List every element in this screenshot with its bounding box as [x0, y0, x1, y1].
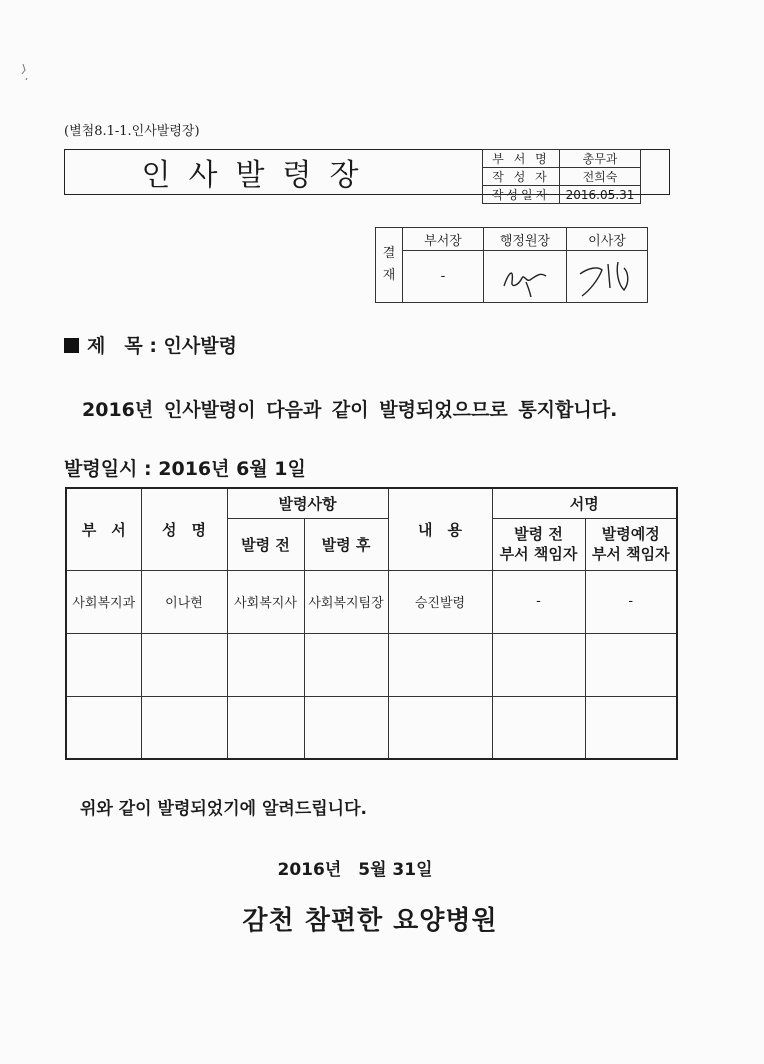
organization-name: 감천 참편한 요양병원 [242, 906, 498, 936]
approval-side-label [376, 228, 403, 303]
annex-label: (별첨8.1-1.인사발령장) [64, 124, 200, 139]
meta-key: 작성일자 [483, 186, 560, 204]
row-content: 승진발령 [388, 570, 492, 633]
approval-header-chairman: 이사장 [567, 228, 648, 251]
row-dept: 사회복지과 [66, 570, 141, 633]
square-bullet-icon [64, 338, 79, 353]
approval-label-1: 결 [382, 246, 396, 261]
meta-value: 2016.05.31 [560, 186, 641, 204]
meta-value: 전희숙 [560, 168, 641, 186]
row-before: 사회복지사 [227, 570, 304, 633]
notice-text: 2016년 인사발령이 다음과 같이 발령되었으므로 통지합니다. [82, 399, 618, 421]
row-name: 이나현 [141, 570, 227, 633]
personnel-order-table [65, 487, 678, 760]
closing-text: 위와 같이 발령되었기에 알려드립니다. [80, 799, 367, 819]
effective-date-label: 발령일시 [64, 458, 138, 480]
row-after: 사회복지팀장 [304, 570, 388, 633]
approval-table [375, 227, 648, 303]
col-header-content: 내 용 [388, 488, 492, 570]
subject-label: 제 목 [87, 335, 143, 357]
effective-date-line: 발령일시 : 2016년 6월 1일 [64, 458, 306, 480]
col-header-order-group: 발령사항 [227, 488, 388, 518]
chairman-signature [567, 251, 648, 303]
meta-row [483, 150, 641, 168]
table-row [66, 570, 677, 633]
meta-key: 작 성 자 [483, 168, 560, 186]
approval-header-dept-head: 부서장 [403, 228, 484, 251]
meta-value: 총무과 [560, 150, 641, 168]
meta-key: 부 서 명 [483, 150, 560, 168]
meta-row [483, 186, 641, 204]
col-header-sign-before: 발령 전 부서 책임자 [492, 518, 585, 570]
approval-dept-head-value: - [403, 251, 484, 303]
subject-value: 인사발령 [163, 335, 237, 357]
approval-label-2: 재 [382, 268, 396, 283]
scan-mark [20, 62, 34, 86]
col-header-dept: 부 서 [66, 488, 141, 570]
document-meta-table [482, 149, 641, 204]
row-sign-after: - [585, 570, 677, 633]
issue-date: 2016년 5월 31일 [277, 860, 433, 880]
handwritten-signature-chairman [568, 252, 646, 297]
col-header-sign-after: 발령예정 부서 책임자 [585, 518, 677, 570]
table-row-empty [66, 633, 677, 696]
handwritten-signature-admin [486, 252, 564, 297]
document-title: 인사발령장 [141, 158, 377, 193]
approval-header-admin: 행정원장 [484, 228, 567, 251]
col-header-name: 성 명 [141, 488, 227, 570]
subject-line: 제 목 : 인사발령 [64, 331, 237, 358]
meta-row [483, 168, 641, 186]
effective-date: 2016년 6월 1일 [158, 458, 306, 480]
col-header-before: 발령 전 [227, 518, 304, 570]
row-sign-before: - [492, 570, 585, 633]
table-row-empty [66, 696, 677, 759]
admin-signature [484, 251, 567, 303]
col-header-sign-group: 서명 [492, 488, 677, 518]
col-header-after: 발령 후 [304, 518, 388, 570]
